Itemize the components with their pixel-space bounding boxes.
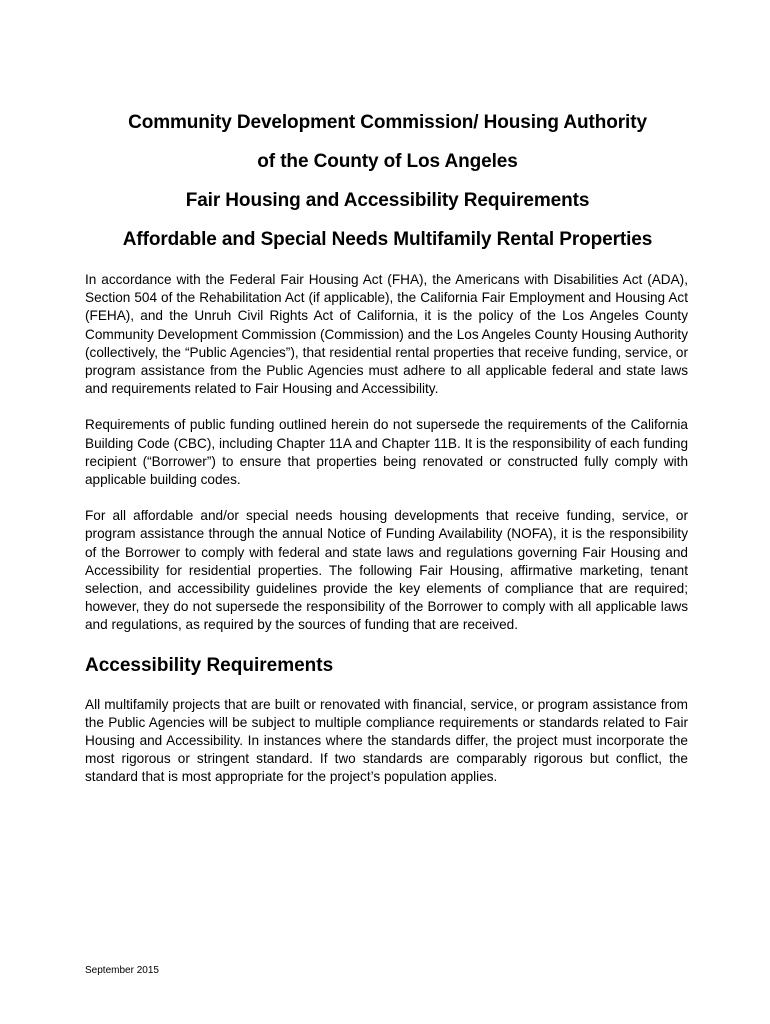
paragraph-policy: In accordance with the Federal Fair Housing Act (FHA), the Americans with Disabilities Act (ADA), Section 504 of the Rehabilitation Act (if applicable), the California Fair Employment and Housing Act (FEHA), and the Unruh Civil Rights Act of California, it is the policy of the Los Angeles County Community Development Commission (Commission) and the Los Angeles County Housing Authority (collectively, the “Public Agencies”), that residential rental properties that receive funding, service, or program assistance from the Public Agencies must adhere to all applicable federal and state laws and requirements related to Fair Housing and Accessibility.	[85, 272, 688, 397]
paragraph-accessibility: All multifamily projects that are built or renovated with financial, service, or program assistance from the Public Agencies will be subject to multiple compliance requirements or standards related to Fair Housing and Accessibility. In instances where the standards differ, the project must incorporate the most rigorous or stringent standard. If two standards are comparably rigorous but conflict, the standard that is most appropriate for the project’s population applies.	[85, 696, 688, 785]
section-heading-accessibility: Accessibility Requirements	[85, 654, 334, 676]
paragraph-building-code: Requirements of public funding outlined herein do not supersede the requirements of the California Building Code (CBC), including Chapter 11A and Chapter 11B. It is the responsibility of each funding recipient (“Borrower”) to ensure that properties being renovated or constructed fully comply with applicable building codes.	[85, 417, 688, 488]
paragraph-nofa: For all affordable and/or special needs housing developments that receive funding, service, or program assistance through the annual Notice of Funding Availability (NOFA), it is the responsibility of the Borrower to comply with federal and state laws and regulations governing Fair Housing and Accessibility for residential properties. The following Fair Housing, affirmative marketing, tenant selection, and accessibility guidelines provide the key elements of compliance that are required; however, they do not supersede the responsibility of the Borrower to comply with all applicable laws and regulations, as required by the sources of funding that are received.	[85, 508, 688, 633]
title-line-county: of the County of Los Angeles	[257, 151, 518, 172]
title-line-scope: Affordable and Special Needs Multifamily Rental Properties	[122, 229, 653, 250]
document-body	[85, 271, 688, 805]
document-title-block	[60, 110, 715, 253]
title-line-subject: Fair Housing and Accessibility Requirements	[185, 190, 590, 211]
title-line-organization: Community Development Commission/ Housing Authority	[128, 112, 647, 133]
footer-date: September 2015	[85, 965, 159, 976]
